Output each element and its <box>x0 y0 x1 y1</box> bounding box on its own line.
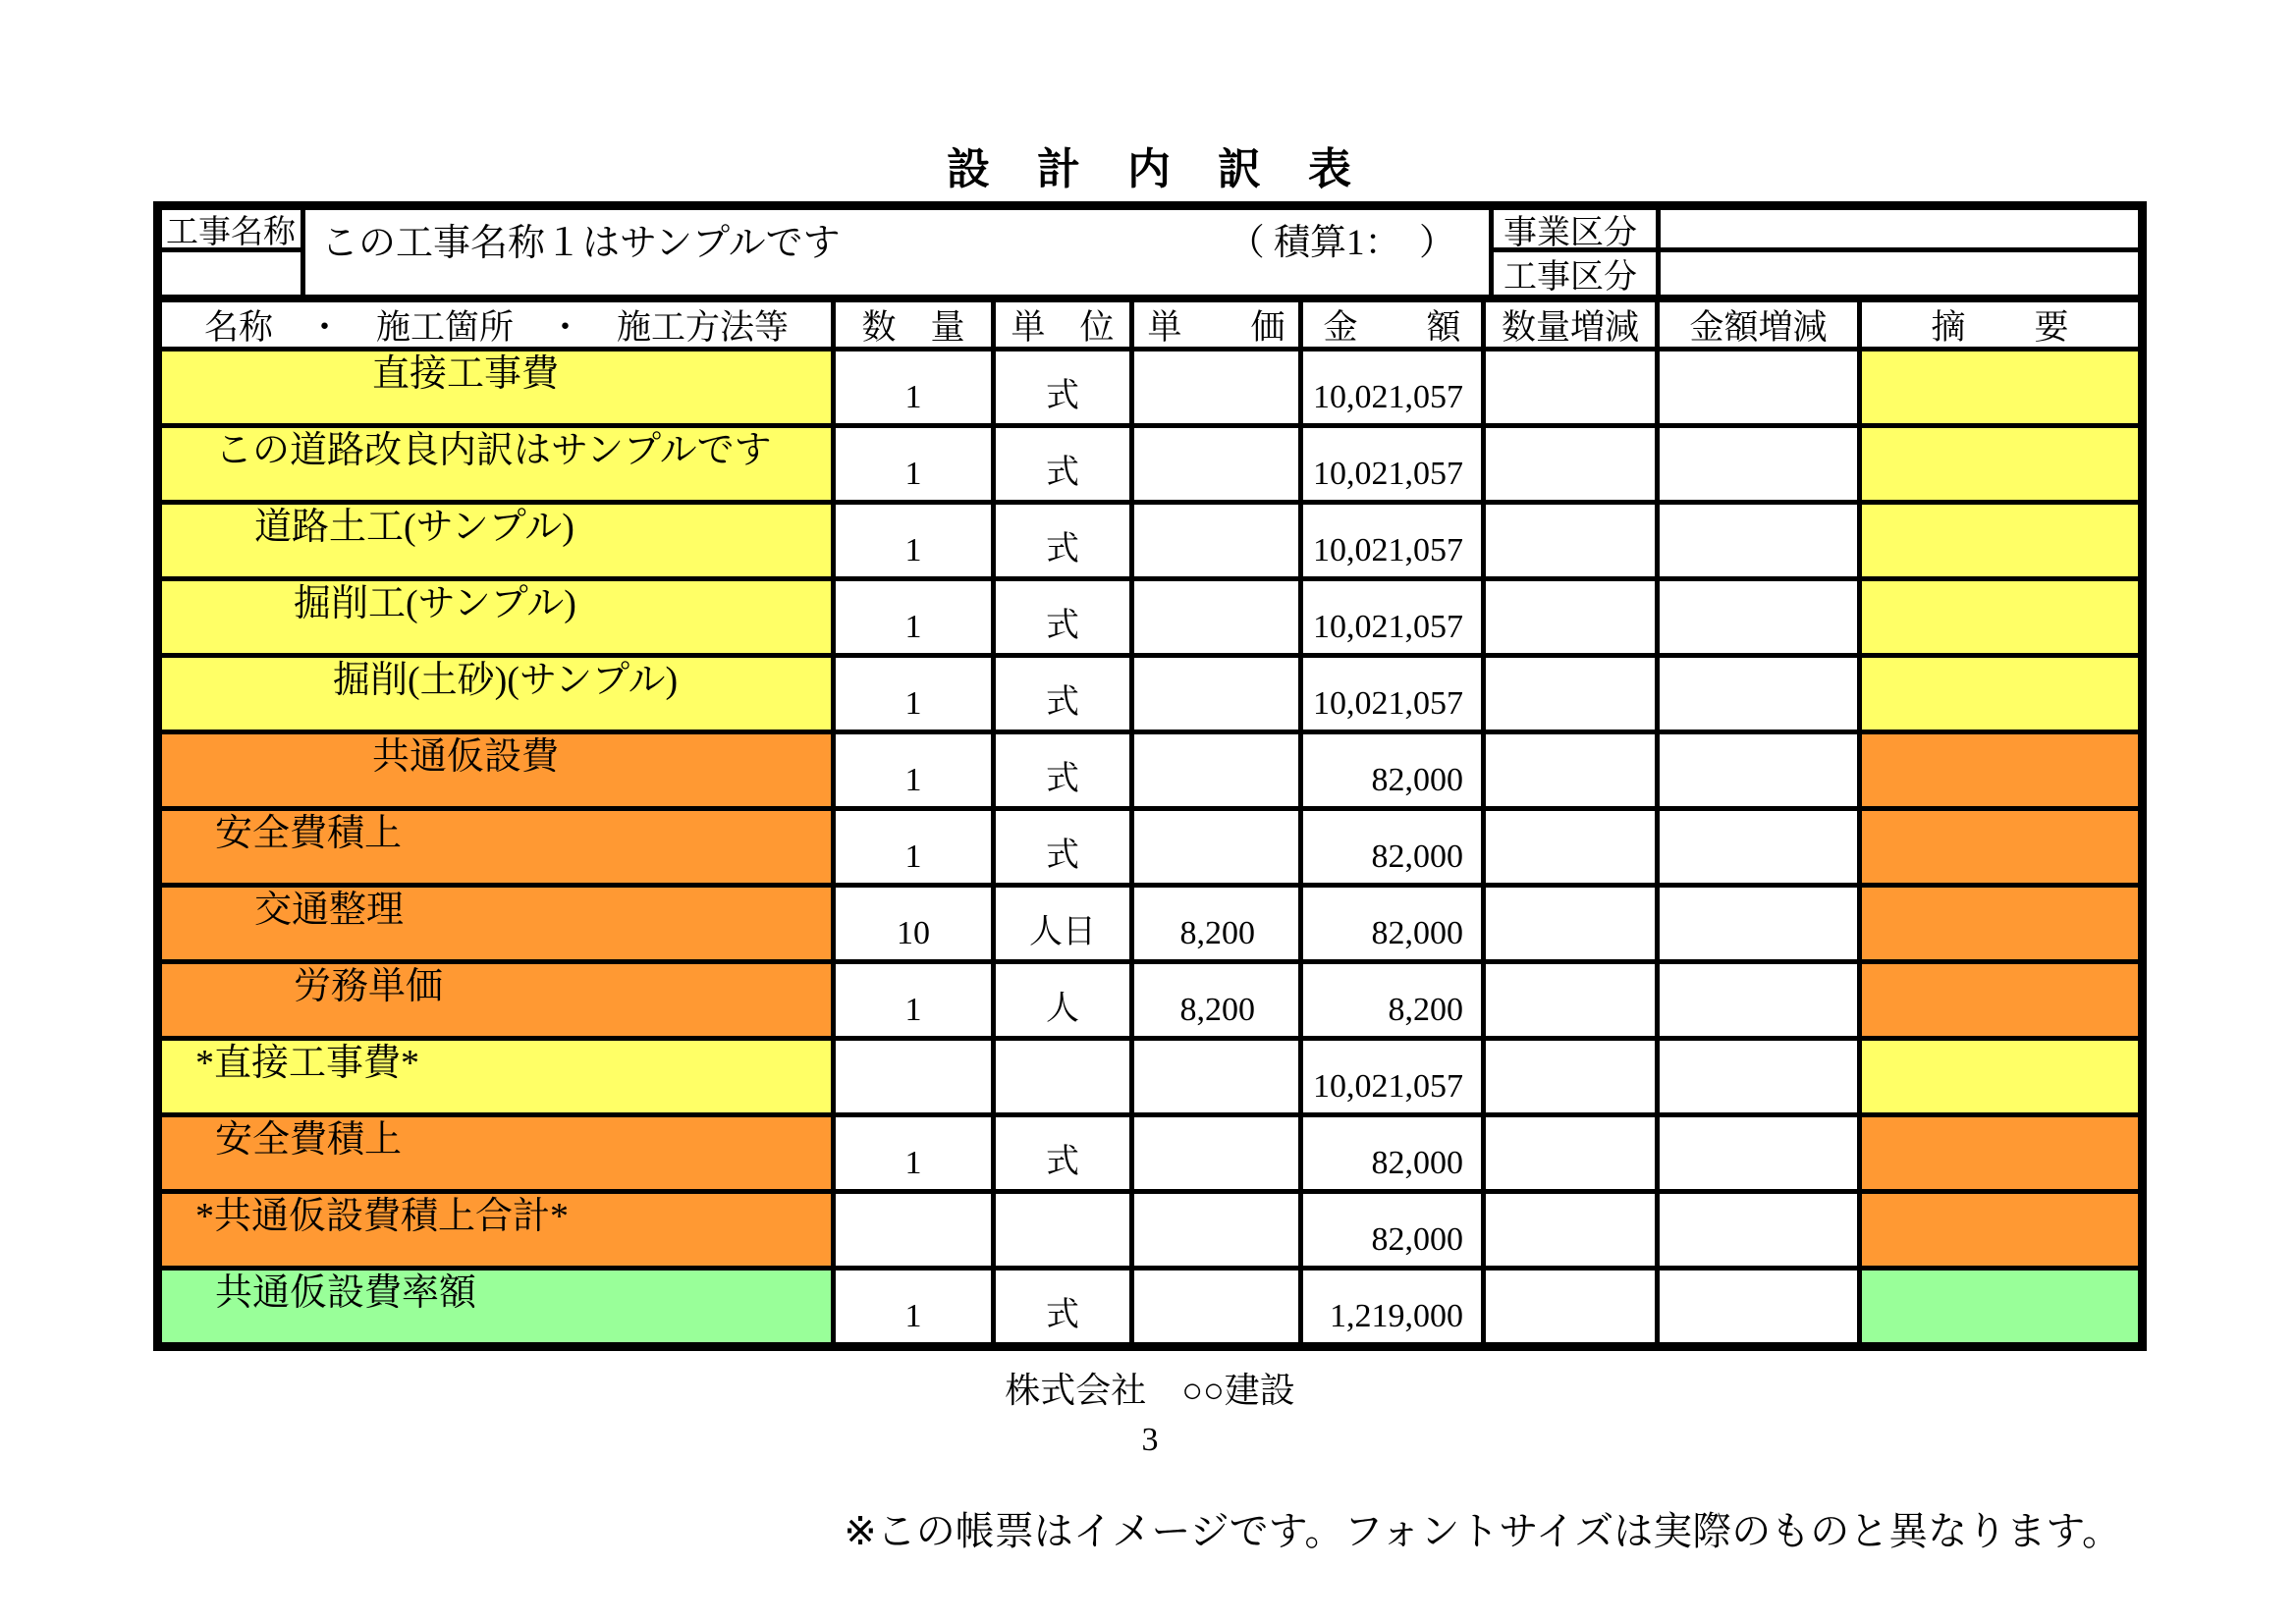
unit-cell: 人日 <box>996 888 1134 959</box>
item-name-cell: 道路土工(サンプル) <box>162 505 836 576</box>
unit-cell: 式 <box>996 505 1134 576</box>
unit-price-cell <box>1134 1271 1303 1342</box>
table-row <box>162 505 2138 581</box>
quantity-cell: 1 <box>836 734 996 806</box>
remarks-cell <box>1862 1194 2138 1266</box>
quantity-cell <box>836 1041 996 1112</box>
remarks-cell <box>1862 734 2138 806</box>
unit-cell: 式 <box>996 734 1134 806</box>
quantity-change-cell <box>1486 658 1660 730</box>
quantity-change-cell <box>1486 888 1660 959</box>
item-name-cell: 交通整理 <box>162 888 836 959</box>
quantity-change-cell <box>1486 734 1660 806</box>
quantity-change-cell <box>1486 351 1660 423</box>
column-header-quantity-change: 数量増減 <box>1486 302 1660 347</box>
column-header-row <box>162 302 2138 351</box>
unit-cell: 式 <box>996 658 1134 730</box>
amount-change-cell <box>1660 811 1862 883</box>
table-row <box>162 1041 2138 1117</box>
remarks-cell <box>1862 658 2138 730</box>
quantity-change-cell <box>1486 505 1660 576</box>
quantity-cell: 1 <box>836 811 996 883</box>
quantity-change-cell <box>1486 428 1660 500</box>
remarks-cell <box>1862 888 2138 959</box>
remarks-cell <box>1862 428 2138 500</box>
column-header-quantity: 数 量 <box>836 302 996 347</box>
design-breakdown-table <box>153 201 2147 1351</box>
quantity-change-cell <box>1486 1271 1660 1342</box>
column-header-name: 名称 ・ 施工箇所 ・ 施工方法等 <box>162 302 836 347</box>
amount-change-cell <box>1660 351 1862 423</box>
table-row <box>162 658 2138 734</box>
table-row <box>162 734 2138 811</box>
unit-price-cell <box>1134 1041 1303 1112</box>
unit-cell: 式 <box>996 1117 1134 1189</box>
unit-cell: 式 <box>996 811 1134 883</box>
unit-price-cell <box>1134 1117 1303 1189</box>
remarks-cell <box>1862 1041 2138 1112</box>
item-name-cell: 共通仮設費率額 <box>162 1271 836 1342</box>
table-body <box>162 351 2138 1342</box>
quantity-change-cell <box>1486 964 1660 1036</box>
column-header-unit-price: 単 価 <box>1134 302 1303 347</box>
amount-change-cell <box>1660 658 1862 730</box>
page-title: 設 計 内 訳 表 <box>947 145 1353 193</box>
amount-change-cell <box>1660 1271 1862 1342</box>
quantity-cell: 1 <box>836 581 996 653</box>
table-row <box>162 1271 2138 1342</box>
item-name-cell: この道路改良内訳はサンプルです <box>162 428 836 500</box>
amount-cell: 8,200 <box>1303 964 1486 1036</box>
quantity-cell: 1 <box>836 1117 996 1189</box>
construction-division-label: 工事区分 <box>1494 252 1661 295</box>
amount-cell: 82,000 <box>1303 734 1486 806</box>
amount-cell: 1,219,000 <box>1303 1271 1486 1342</box>
quantity-change-cell <box>1486 811 1660 883</box>
item-name-cell: 労務単価 <box>162 964 836 1036</box>
amount-cell: 10,021,057 <box>1303 351 1486 423</box>
table-row <box>162 581 2138 658</box>
table-row <box>162 811 2138 888</box>
estimate-note: （ 積算1： ） <box>1228 223 1455 263</box>
table-row <box>162 428 2138 505</box>
quantity-cell: 1 <box>836 658 996 730</box>
amount-cell: 10,021,057 <box>1303 428 1486 500</box>
unit-price-cell <box>1134 428 1303 500</box>
table-row <box>162 1194 2138 1271</box>
quantity-cell: 1 <box>836 351 996 423</box>
unit-cell <box>996 1041 1134 1112</box>
quantity-change-cell <box>1486 1194 1660 1266</box>
quantity-change-cell <box>1486 1041 1660 1112</box>
table-row <box>162 964 2138 1041</box>
amount-cell: 10,021,057 <box>1303 1041 1486 1112</box>
remarks-cell <box>1862 964 2138 1036</box>
unit-price-cell: 8,200 <box>1134 888 1303 959</box>
amount-change-cell <box>1660 1041 1862 1112</box>
remarks-cell <box>1862 811 2138 883</box>
unit-price-cell <box>1134 734 1303 806</box>
project-name-label-spacer <box>162 252 305 295</box>
amount-cell: 82,000 <box>1303 811 1486 883</box>
disclaimer-note: ※この帳票はイメージです。フォントサイズは実際のものと異なります。 <box>844 1510 2121 1553</box>
quantity-cell: 1 <box>836 428 996 500</box>
item-name-cell: *直接工事費* <box>162 1041 836 1112</box>
table-row <box>162 351 2138 428</box>
table-row <box>162 1117 2138 1194</box>
column-header-unit: 単 位 <box>996 302 1134 347</box>
amount-change-cell <box>1660 1194 1862 1266</box>
amount-change-cell <box>1660 581 1862 653</box>
amount-cell: 10,021,057 <box>1303 505 1486 576</box>
unit-price-cell <box>1134 351 1303 423</box>
unit-price-cell <box>1134 581 1303 653</box>
unit-price-cell <box>1134 505 1303 576</box>
column-header-amount: 金 額 <box>1303 302 1486 347</box>
page-number: 3 <box>1141 1422 1159 1458</box>
remarks-cell <box>1862 505 2138 576</box>
amount-change-cell <box>1660 888 1862 959</box>
unit-cell: 式 <box>996 1271 1134 1342</box>
remarks-cell <box>1862 1271 2138 1342</box>
project-name-cell <box>305 210 1494 295</box>
unit-price-cell: 8,200 <box>1134 964 1303 1036</box>
amount-cell: 82,000 <box>1303 888 1486 959</box>
project-name-label: 工事名称 <box>162 210 305 252</box>
item-name-cell: 安全費積上 <box>162 1117 836 1189</box>
quantity-change-cell <box>1486 581 1660 653</box>
unit-price-cell <box>1134 1194 1303 1266</box>
table-header-band <box>162 210 2138 302</box>
remarks-cell <box>1862 1117 2138 1189</box>
quantity-cell: 1 <box>836 1271 996 1342</box>
unit-cell: 式 <box>996 428 1134 500</box>
amount-cell: 82,000 <box>1303 1194 1486 1266</box>
project-name-value: この工事名称１はサンプルです <box>321 223 841 264</box>
item-name-cell: *共通仮設費積上合計* <box>162 1194 836 1266</box>
unit-price-cell <box>1134 811 1303 883</box>
item-name-cell: 共通仮設費 <box>162 734 836 806</box>
quantity-cell <box>836 1194 996 1266</box>
quantity-change-cell <box>1486 1117 1660 1189</box>
unit-cell: 人 <box>996 964 1134 1036</box>
quantity-cell: 10 <box>836 888 996 959</box>
remarks-cell <box>1862 581 2138 653</box>
company-name: 株式会社 ○○建設 <box>1005 1371 1295 1410</box>
business-division-value <box>1661 210 2138 252</box>
unit-price-cell <box>1134 658 1303 730</box>
item-name-cell: 掘削(土砂)(サンプル) <box>162 658 836 730</box>
unit-cell: 式 <box>996 351 1134 423</box>
item-name-cell: 安全費積上 <box>162 811 836 883</box>
column-header-remarks: 摘 要 <box>1931 307 2069 347</box>
unit-cell <box>996 1194 1134 1266</box>
remarks-cell <box>1862 351 2138 423</box>
column-header-amount-change: 金額増減 <box>1660 302 1862 347</box>
item-name-cell: 掘削工(サンプル) <box>162 581 836 653</box>
amount-cell: 10,021,057 <box>1303 658 1486 730</box>
unit-cell: 式 <box>996 581 1134 653</box>
quantity-cell: 1 <box>836 964 996 1036</box>
amount-change-cell <box>1660 1117 1862 1189</box>
item-name-cell: 直接工事費 <box>162 351 836 423</box>
amount-cell: 10,021,057 <box>1303 581 1486 653</box>
business-division-label: 事業区分 <box>1494 210 1661 252</box>
table-row <box>162 888 2138 964</box>
amount-change-cell <box>1660 964 1862 1036</box>
amount-cell: 82,000 <box>1303 1117 1486 1189</box>
construction-division-value <box>1661 252 2138 295</box>
quantity-cell: 1 <box>836 505 996 576</box>
amount-change-cell <box>1660 505 1862 576</box>
amount-change-cell <box>1660 428 1862 500</box>
amount-change-cell <box>1660 734 1862 806</box>
